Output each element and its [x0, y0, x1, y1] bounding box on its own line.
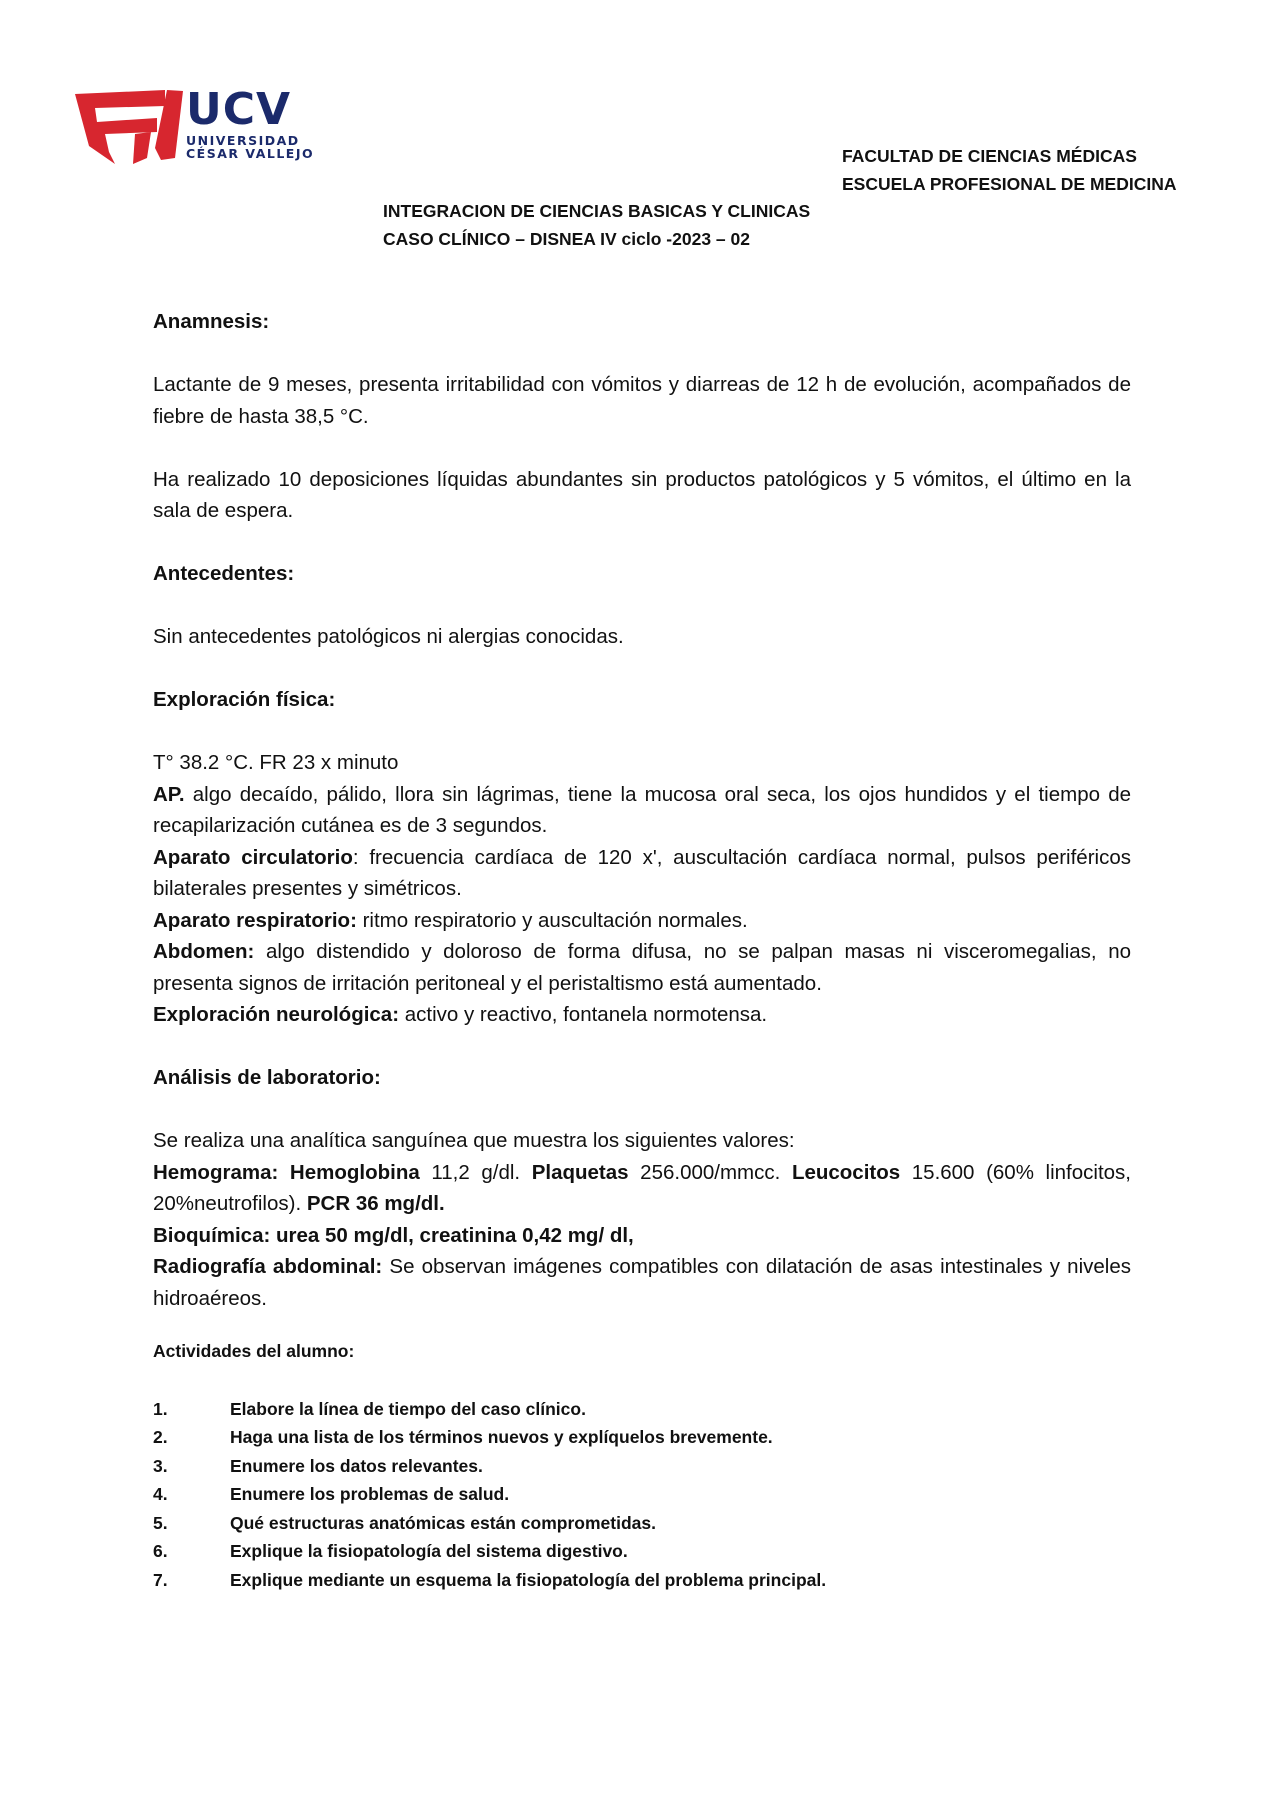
plaquetas-label: Plaquetas: [531, 1160, 629, 1184]
list-item-text: Explique mediante un esquema la fisiopatología del problema principal.: [230, 1569, 827, 1590]
course-title-block: [383, 197, 810, 253]
circulatory-finding: [153, 842, 1131, 905]
radiografia-line: [153, 1251, 1131, 1314]
ap-label: AP.: [153, 782, 185, 806]
hemograma-label: Hemograma: Hemoglobina: [153, 1160, 420, 1184]
antecedentes-text: Sin antecedentes patológicos ni alergias conocidas.: [153, 625, 624, 648]
circulatory-text: : frecuencia cardíaca de 120 x', auscultación cardíaca normal, pulsos periféricos bilaterales presentes y simétricos.: [153, 845, 1131, 900]
vital-signs: T° 38.2 °C. FR 23 x minuto: [153, 751, 399, 774]
laboratorio-heading: Análisis de laboratorio:: [153, 1066, 381, 1089]
list-item: [153, 1509, 826, 1538]
list-item-text: Elabore la línea de tiempo del caso clínico.: [230, 1398, 586, 1419]
case-content: [153, 306, 1131, 1314]
list-item-text: Enumere los datos relevantes.: [230, 1455, 483, 1476]
logo-line-2: CÉSAR VALLEJO: [186, 146, 315, 161]
neuro-text: activo y reactivo, fontanela normotensa.: [399, 1003, 768, 1026]
anamnesis-heading: Anamnesis:: [153, 310, 270, 333]
list-item-text: Qué estructuras anatómicas están comprometidas.: [230, 1512, 656, 1533]
respiratory-label: Aparato respiratorio:: [153, 908, 357, 932]
list-item-text: Haga una lista de los términos nuevos y explíquelos brevemente.: [230, 1427, 773, 1447]
school-name: ESCUELA PROFESIONAL DE MEDICINA: [842, 174, 1177, 194]
list-item: [153, 1452, 826, 1481]
ap-text: algo decaído, pálido, llora sin lágrimas, tiene la mucosa oral seca, los ojos hundidos y el tiempo de recapilarización cutánea es de 3 segundos.: [153, 782, 1131, 837]
list-item-number: 1.: [153, 1398, 168, 1419]
hemoglobina-value: 11,2 g/dl.: [419, 1160, 532, 1184]
radiografia-label: Radiografía abdominal:: [153, 1255, 383, 1278]
list-item: [153, 1537, 826, 1566]
abdomen-label: Abdomen:: [153, 940, 255, 963]
abdomen-text: algo distendido y doloroso de forma difusa, no se palpan masas ni visceromegalias, no presenta signos de irritación peritoneal y el peristaltismo está aumentado.: [153, 940, 1131, 995]
ap-finding: [153, 779, 1131, 842]
list-item-text: Enumere los problemas de salud.: [230, 1484, 510, 1504]
anamnesis-paragraph-2: Ha realizado 10 deposiciones líquidas abundantes sin productos patológicos y 5 vómitos, el último en la sala de espera.: [153, 467, 1131, 522]
list-item: [153, 1395, 826, 1424]
exploracion-heading: Exploración física:: [153, 688, 336, 711]
leucocitos-value: 15.600 (60% linfocitos, 20%neutrofilos).: [153, 1160, 1131, 1215]
antecedentes-heading: Antecedentes:: [153, 562, 295, 585]
activities-section: [153, 1337, 826, 1594]
list-item: [153, 1566, 826, 1595]
circulatory-label: Aparato circulatorio: [153, 845, 353, 869]
list-item-number: 6.: [153, 1541, 168, 1561]
faculty-block: [842, 142, 1176, 198]
respiratory-text: ritmo respiratorio y auscultación normales.: [356, 908, 748, 932]
list-item-number: 4.: [153, 1484, 168, 1504]
list-item-number: 5.: [153, 1512, 168, 1533]
neuro-finding: [153, 999, 1131, 1031]
bioquimica-line: Bioquímica: urea 50 mg/dl, creatinina 0,42 mg/ dl,: [153, 1223, 634, 1247]
list-item-number: 2.: [153, 1427, 168, 1447]
list-item: [153, 1480, 826, 1509]
pcr-value: PCR 36 mg/dl.: [306, 1192, 445, 1215]
list-item-number: 7.: [153, 1569, 168, 1590]
anamnesis-paragraph-1: Lactante de 9 meses, presenta irritabilidad con vómitos y diarreas de 12 h de evolución, acompañados de fiebre de hasta 38,5 °C.: [153, 373, 1131, 428]
logo-brand: UCV: [186, 84, 292, 135]
activities-heading: Actividades del alumno:: [153, 1341, 355, 1361]
radiografia-text: Se observan imágenes compatibles con dilatación de asas intestinales y niveles hidroaéreos.: [153, 1255, 1131, 1310]
lab-intro: Se realiza una analítica sanguínea que muestra los siguientes valores:: [153, 1129, 795, 1152]
abdomen-finding: [153, 936, 1131, 999]
leucocitos-label: Leucocitos: [791, 1160, 901, 1184]
neuro-label: Exploración neurológica:: [153, 1003, 400, 1026]
case-title: CASO CLÍNICO – DISNEA IV ciclo -2023 – 02: [383, 229, 750, 249]
course-name: INTEGRACION DE CIENCIAS BASICAS Y CLINICAS: [383, 201, 811, 221]
faculty-name: FACULTAD DE CIENCIAS MÉDICAS: [842, 146, 1137, 166]
plaquetas-value: 256.000/mmcc.: [628, 1160, 792, 1184]
hemograma-line: [153, 1157, 1131, 1220]
list-item: [153, 1423, 826, 1452]
list-item-text: Explique la fisiopatología del sistema digestivo.: [230, 1541, 628, 1561]
list-item-number: 3.: [153, 1455, 168, 1476]
respiratory-finding: [153, 905, 1131, 937]
logo-line-1: UNIVERSIDAD: [186, 133, 300, 148]
